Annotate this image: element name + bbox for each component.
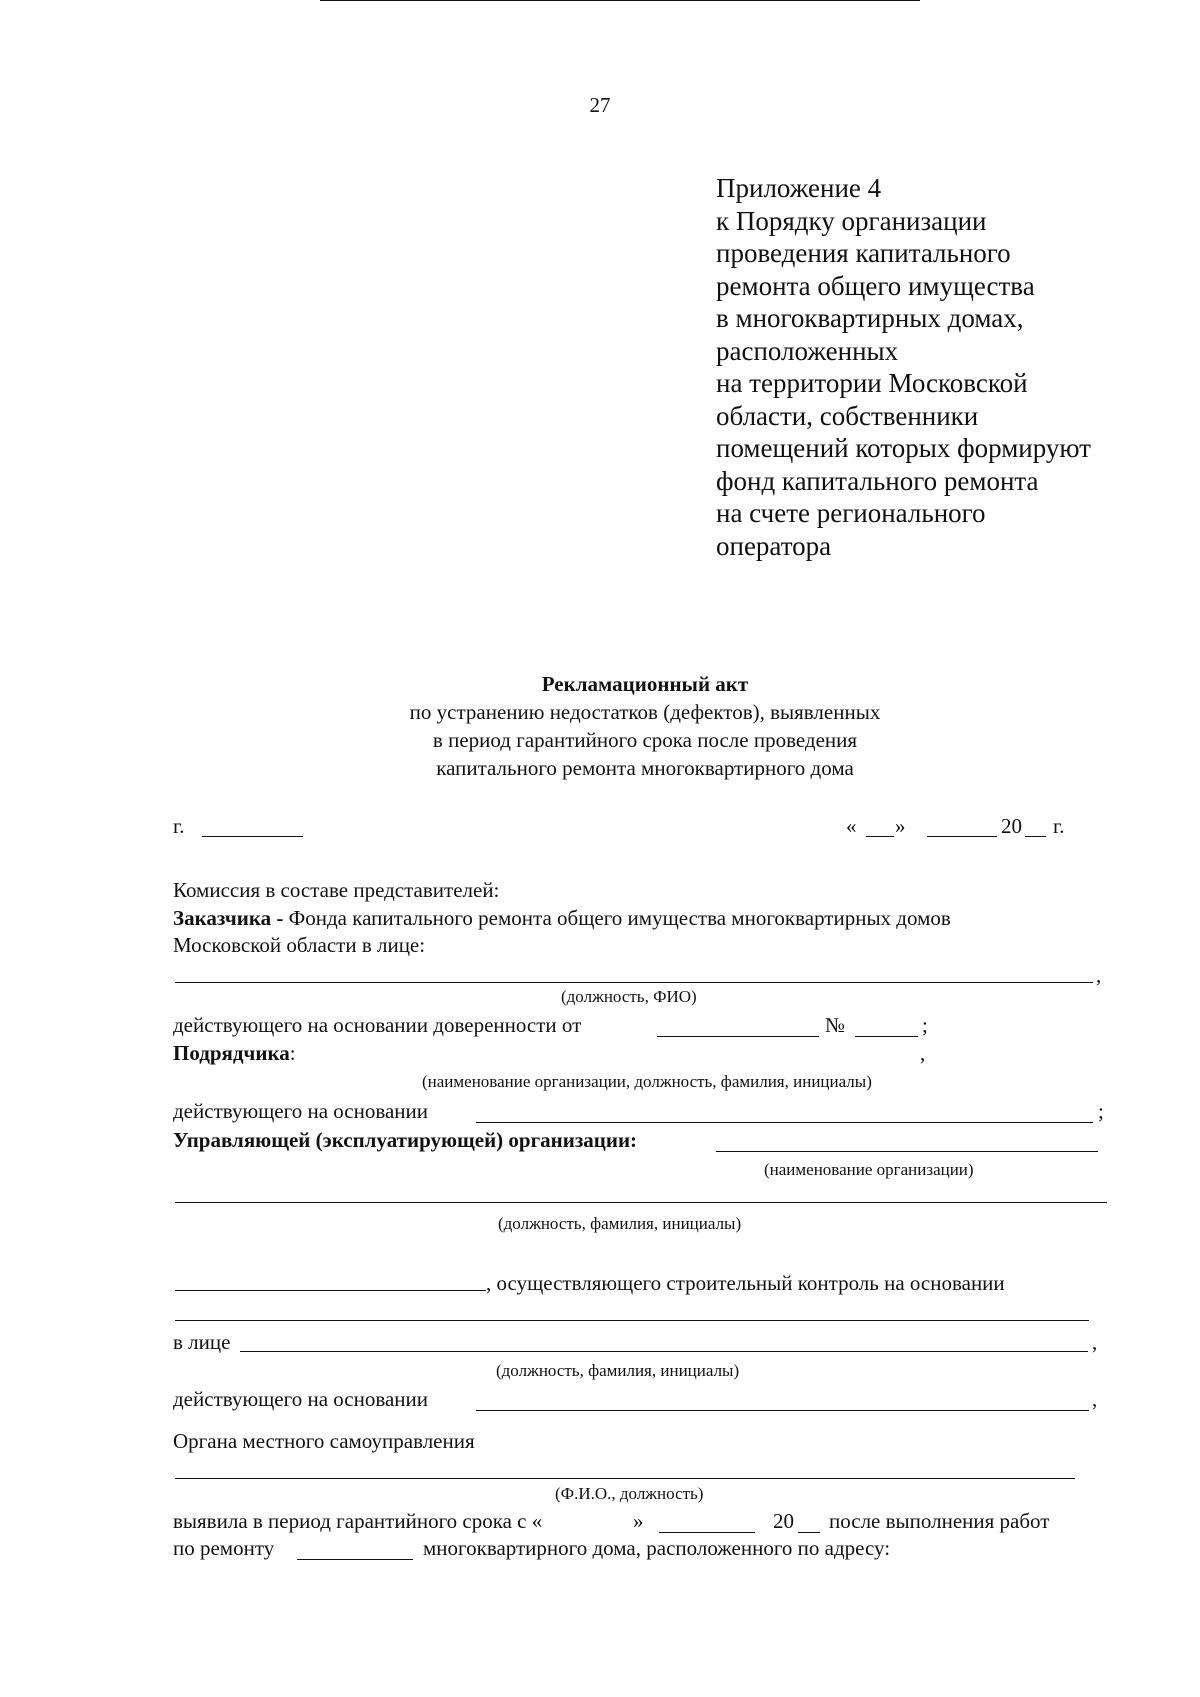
revealed-date-blank (659, 1532, 755, 1533)
comma: , (1092, 1387, 1098, 1411)
semicolon: ; (1098, 1099, 1104, 1123)
date-close-quote: » (895, 814, 906, 838)
in-person-blank (240, 1351, 1088, 1352)
contractor-blank (320, 0, 920, 1)
customer-line (173, 905, 951, 931)
power-number-blank (855, 1036, 918, 1037)
revealed-text-2a: по ремонту (173, 1536, 275, 1560)
control-org-blank (175, 1290, 486, 1291)
acting-basis-2: действующего на основании (173, 1387, 429, 1411)
comma: , (1092, 1330, 1098, 1354)
control-basis-blank (175, 1320, 1089, 1321)
contractor-label: Подрядчика (173, 1041, 290, 1065)
title-line: капитального ремонта многоквартирного дома (436, 756, 854, 780)
fio-position-hint: (Ф.И.О., должность) (555, 1484, 704, 1503)
date-open-quote: « (846, 814, 857, 838)
comma: , (920, 1041, 926, 1065)
management-label: Управляющей (эксплуатирующей) организации: (173, 1128, 638, 1152)
revealed-year-blank (798, 1532, 820, 1533)
local-gov-label: Органа местного самоуправления (173, 1429, 475, 1453)
commission-intro: Комиссия в составе представителей: (173, 878, 500, 902)
city-blank (202, 836, 303, 837)
customer-text-2: Московской области в лице: (173, 933, 426, 957)
customer-rep-blank (175, 982, 1093, 983)
revealed-text-d: после выполнения работ (829, 1509, 1050, 1533)
comma: , (1096, 963, 1102, 987)
appendix-line: к Порядку организации (716, 205, 987, 236)
management-rep-blank (175, 1202, 1107, 1203)
position-fio-hint: (должность, ФИО) (561, 987, 697, 1006)
revealed-text-b: » (633, 1509, 644, 1533)
management-blank (716, 1151, 1098, 1152)
appendix-line: расположенных (716, 335, 899, 366)
revealed-text-a: выявила в период гарантийного срока с « (173, 1509, 543, 1533)
year-prefix: 20 (1001, 814, 1022, 838)
page-number: 27 (589, 93, 611, 117)
appendix-line: Приложение 4 (716, 173, 882, 203)
revealed-text-c: 20 (773, 1509, 794, 1533)
repair-type-blank (297, 1559, 413, 1560)
contractor-line: Подрядчика: (173, 1041, 296, 1065)
revealed-text-2b: многоквартирного дома, расположенного по адресу: (423, 1536, 891, 1560)
month-blank (927, 836, 997, 837)
appendix-block (716, 172, 1091, 562)
acting-basis: действующего на основании (173, 1099, 429, 1123)
basis-blank-2 (476, 1410, 1089, 1411)
appendix-line: помещений которых формируют (716, 433, 1091, 463)
appendix-line: оператора (716, 530, 832, 561)
document-title (0, 670, 1200, 782)
appendix-line: проведения капитального (716, 238, 1011, 268)
customer-text: Фонда капитального ремонта общего имущества многоквартирных домов (288, 906, 951, 930)
position-name-hint-2: (должность, фамилия, инициалы) (496, 1361, 740, 1380)
appendix-line: в многоквартирных домах, (716, 303, 1024, 333)
construction-control: , осуществляющего строительный контроль на основании (486, 1271, 1005, 1295)
customer-label: Заказчика - (173, 906, 284, 930)
basis-blank (476, 1122, 1093, 1123)
power-date-blank (657, 1036, 819, 1037)
title-line: в период гарантийного срока после проведения (432, 728, 858, 752)
appendix-line: ремонта общего имущества (716, 270, 1035, 301)
number-sign: № (825, 1013, 846, 1037)
year-blank (1025, 836, 1046, 837)
appendix-line: области, собственники (716, 400, 979, 431)
appendix-line: фонд капитального ремонта (716, 465, 1039, 496)
year-suffix: г. (1053, 814, 1065, 838)
day-blank (866, 836, 894, 837)
city-label: г. (173, 814, 185, 838)
title-heading: Рекламационный акт (541, 672, 749, 696)
title-line: по устранению недостатков (дефектов), выявленных (409, 700, 881, 724)
acting-by-power: действующего на основании доверенности от (173, 1013, 582, 1037)
in-person-label: в лице (173, 1330, 231, 1354)
appendix-line: на территории Московской (716, 368, 1028, 398)
contractor-hint: (наименование организации, должность, фамилия, инициалы) (422, 1072, 872, 1091)
org-name-hint: (наименование организации) (764, 1160, 974, 1179)
appendix-line: на счете регионального (716, 498, 986, 528)
semicolon: ; (922, 1013, 928, 1037)
position-name-hint: (должность, фамилия, инициалы) (498, 1214, 742, 1233)
local-gov-blank (175, 1478, 1075, 1479)
